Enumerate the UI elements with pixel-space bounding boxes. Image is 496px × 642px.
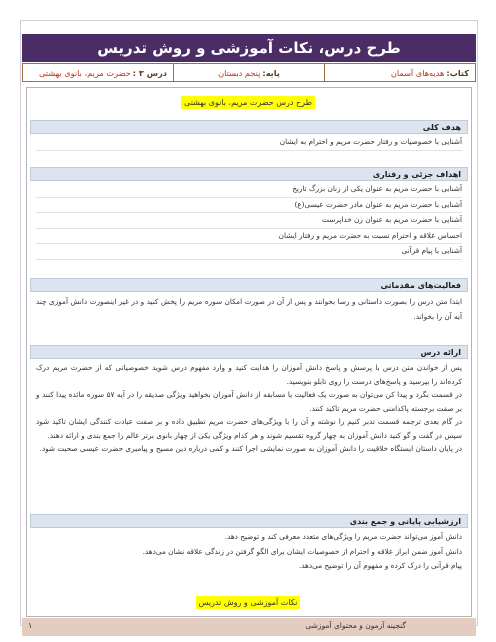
lesson-info-row — [22, 63, 476, 82]
lesson-value: حضرت مریم، بانوی بهشتی — [38, 67, 131, 78]
lesson-title — [0, 90, 496, 109]
page-title: طرح درس، نکات آموزشی و روش تدریس — [22, 34, 476, 62]
presentation-paragraph: در پایان داستان ایستگاه خلاقیت را دانش آموزان به صورت نمایشی اجرا کنند و کمی درباره دین مسیح و پیامبری حضرت عیسی صحبت شود. — [39, 444, 462, 453]
presentation-body — [30, 361, 468, 456]
general-goal-text: آشنایی با خصوصیات و رفتار حضرت مریم و احترام به ایشان — [36, 135, 462, 151]
presentation-paragraph: در گام بعدی ترجمه قسمت تدبر کنیم را نوشته و آن را با ویژگی‌های حضرت مریم تطبیق داده و بر صفت عبادت کنندگی ایشان تاکید شود سپس در گفت و گو کنید دانش آموزان به چهار گروه تقسیم شوند و هر کدام ویژگی یکی از چهار بانوی برتر عالم را جمع بندی و ارائه دهند. — [36, 417, 462, 440]
presentation-heading: ارائه درس — [30, 345, 468, 359]
evaluation-list — [30, 530, 468, 574]
intro-activities-heading: فعالیت‌های مقدماتی — [30, 278, 468, 292]
grade-cell — [173, 64, 324, 81]
lesson-label: درس ۳ : — [132, 67, 167, 78]
list-item: آشنایی با حضرت مریم به عنوان یکی از زنان بزرگ تاریخ — [36, 182, 462, 198]
presentation-paragraph: در قسمت بگرد و پیدا کن می‌توان به صورت یک فعالیت یا مسابقه از دانش آموزان بخواهید ویژگی صدیقه را در آیه ۵۷ سوره مائده پیدا کنند و بر صفت برجسته پاکدامنی حضرت مریم تاکید کنند. — [36, 390, 463, 413]
partial-goals-list — [30, 182, 468, 260]
evaluation-heading: ارزشیابی پایانی و جمع بندی — [30, 514, 468, 528]
intro-activities-body — [30, 294, 468, 324]
lesson-cell — [23, 64, 173, 81]
list-item: پیام قرآنی را درک کرده و مفهوم آن را توضیح می‌دهد. — [298, 561, 462, 570]
list-item: آشنایی با پیام قرآنی — [36, 244, 462, 260]
grade-value: پنجم دبستان — [218, 67, 261, 78]
page-number: ۱ — [28, 621, 33, 630]
publisher-name: گنجینه آزمون و محتوای آموزشی — [305, 621, 406, 630]
lesson-title-text: طرح درس حضرت مریم، بانوی بهشتی — [181, 96, 315, 109]
book-value: هدیه‌های آسمان — [390, 67, 445, 78]
grade-label: پایه: — [262, 67, 280, 78]
teaching-notes-title-text: نکات آموزشی و روش تدریس — [196, 596, 301, 609]
teaching-notes-title — [0, 590, 496, 609]
list-item: دانش آموز ضمن ابراز علاقه و احترام از خصوصیات ایشان برای الگو گرفتن در زندگی علاقه نشان می‌دهد. — [142, 546, 462, 556]
list-item: آشنایی با حضرت مریم به عنوان زن خداپرست — [36, 213, 462, 229]
partial-goals-heading: اهداف جزئی و رفتاری — [30, 167, 468, 181]
book-label: کتاب: — [446, 67, 469, 78]
list-item: احساس علاقه و احترام نسبت به حضرت مریم و رفتار ایشان — [36, 229, 462, 245]
book-cell — [324, 64, 475, 81]
general-goal-heading: هدف کلی — [30, 120, 468, 134]
list-item: دانش آموز می‌تواند حضرت مریم را ویژگی‌های متعدد معرفی کند و توضیح دهد. — [224, 532, 462, 541]
page-footer — [22, 618, 476, 636]
list-item: آشنایی با حضرت مریم به عنوان مادر حضرت عیسی(ع) — [36, 198, 462, 214]
presentation-paragraph: پس از خواندن متن درس با پرسش و پاسخ دانش آموزان را هدایت کنید و وارد مفهوم درس شوید خصوصیاتی که از حضرت مریم درک کرده‌اند را بپرسید و پاسخ‌های درست را روی تابلو بنویسید. — [36, 363, 462, 386]
general-goal-body — [30, 135, 468, 151]
intro-activities-text: ابتدا متن درس را بصورت داستانی و رسا بخوانند و پس از آن در صورت امکان سوره مریم را پخش کنید و در غیر اینصورت دانش آموزی چند آیه آن را بخواند. — [36, 297, 462, 321]
